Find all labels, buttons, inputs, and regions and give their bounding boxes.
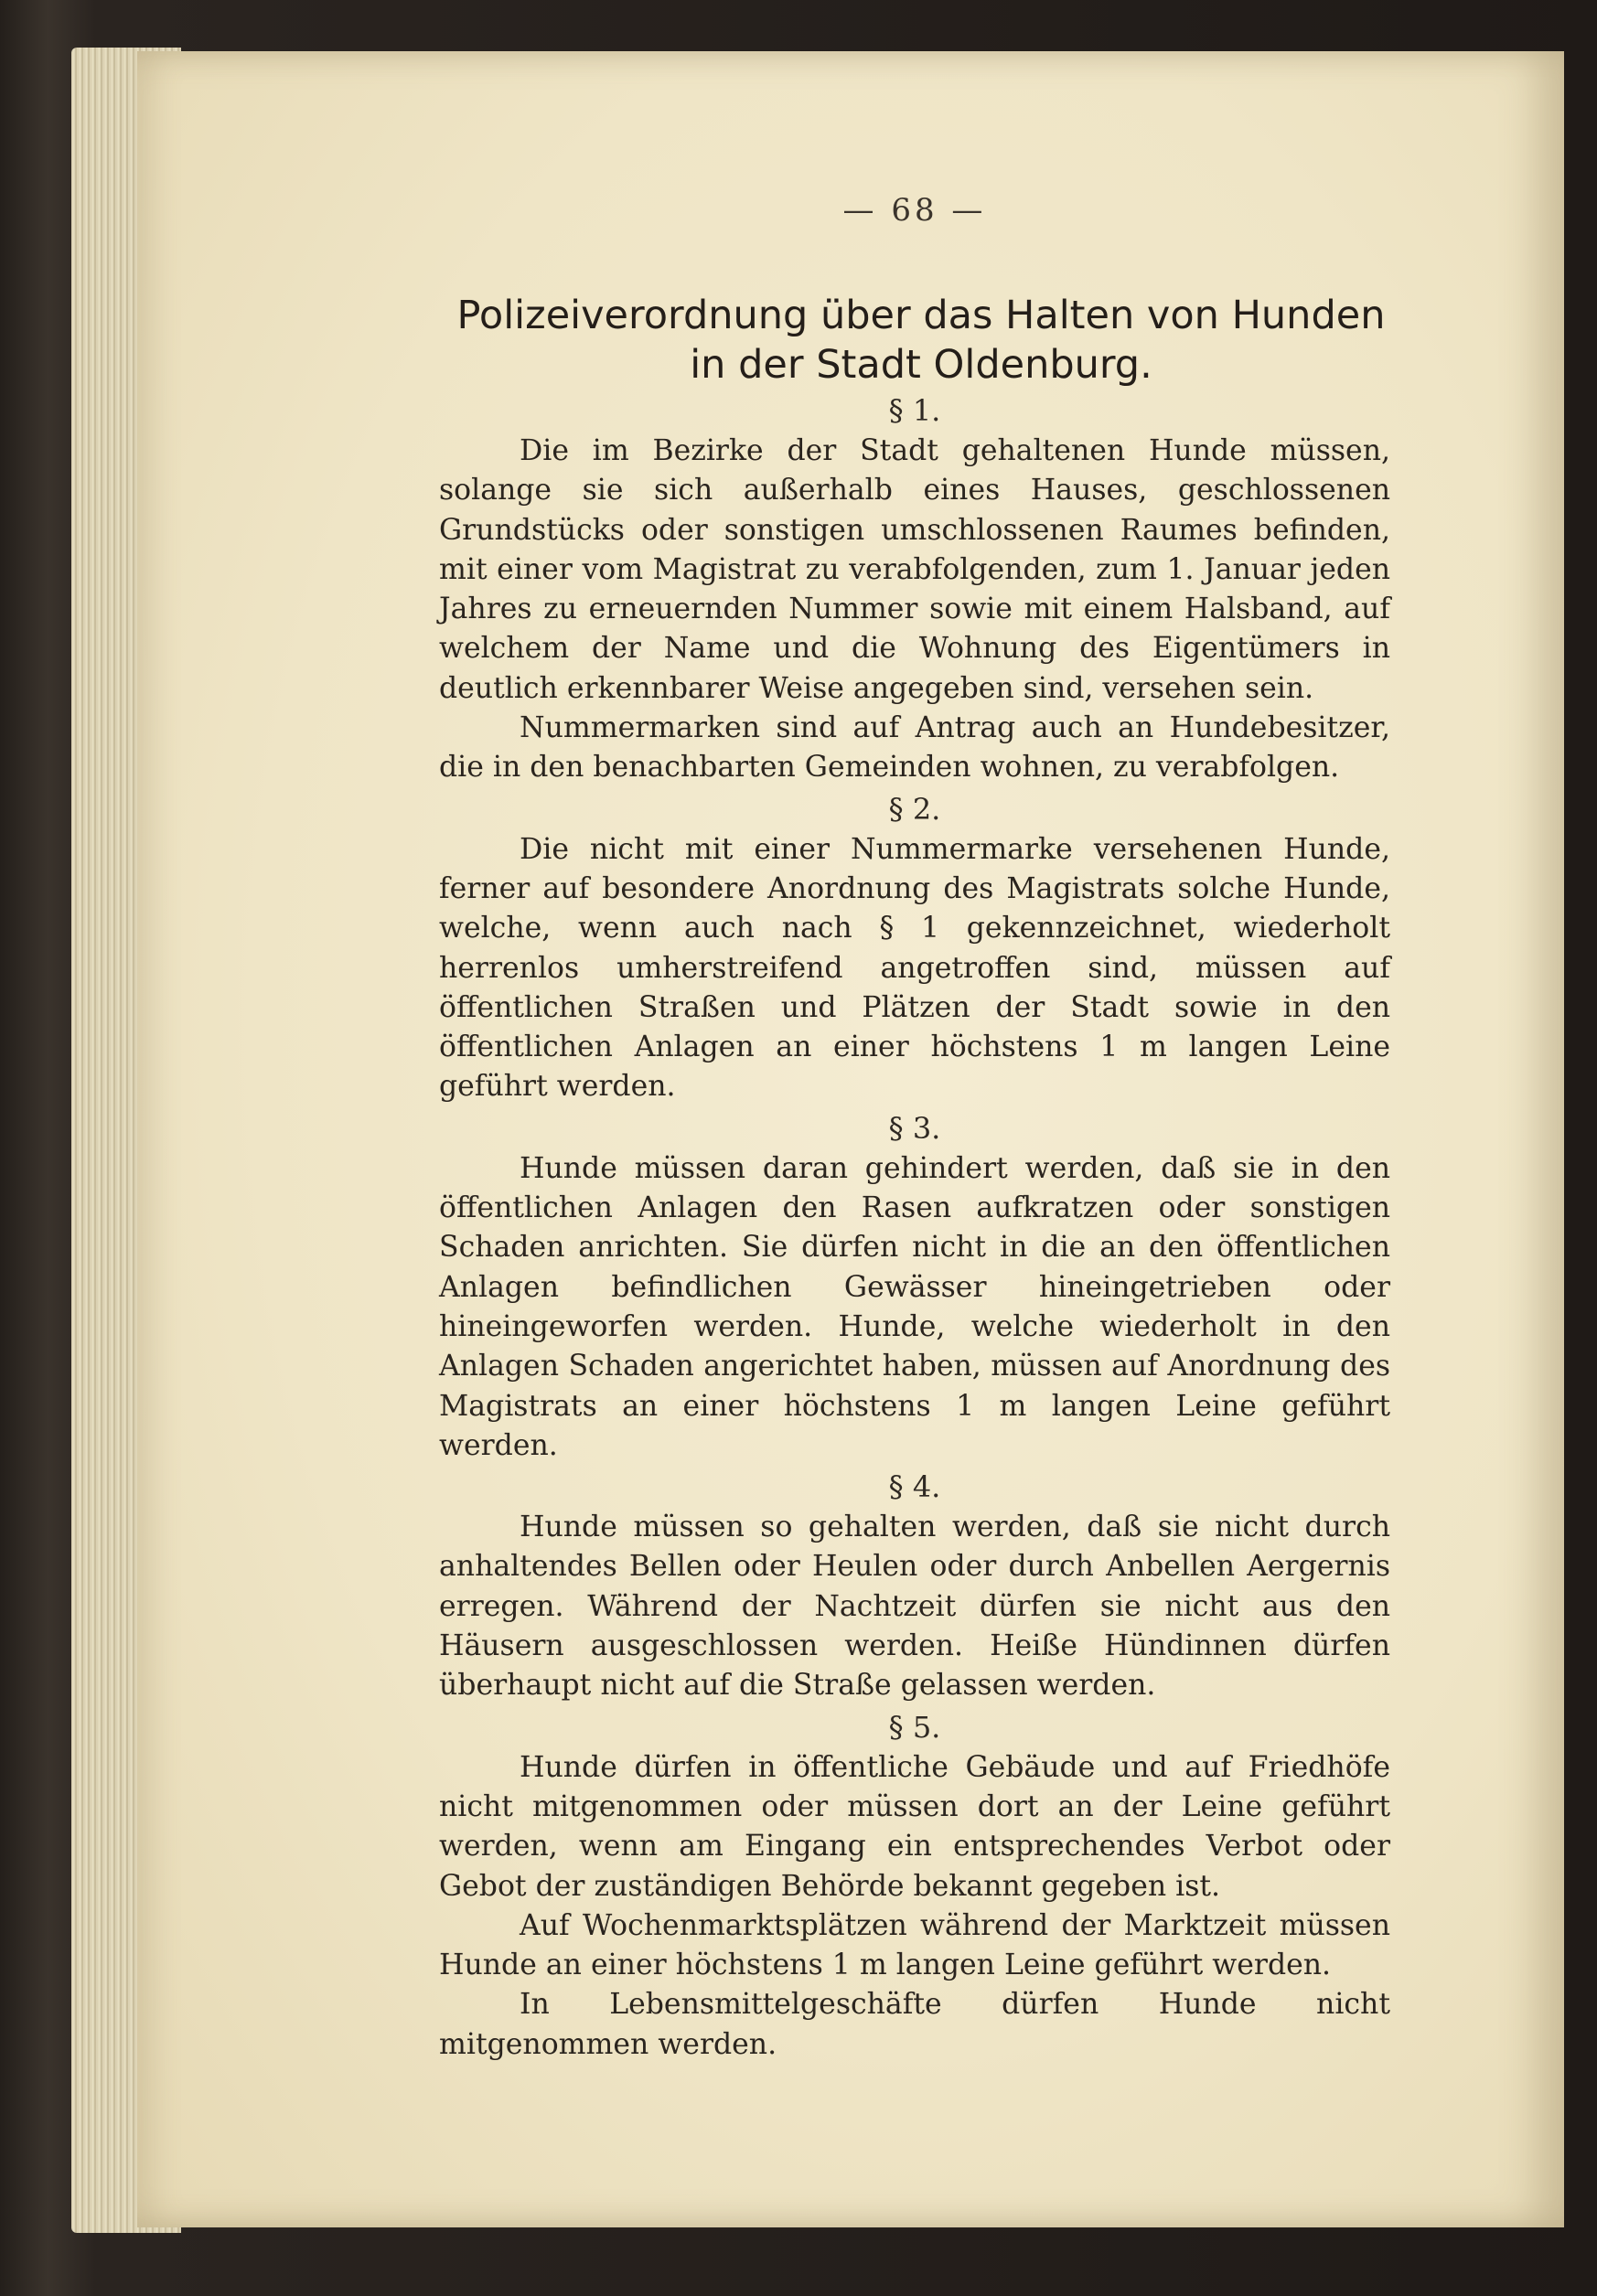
paragraph: Die nicht mit einer Nummermarke versehenen Hunde, ferner auf besondere Anordnung des Magistrats solche Hunde, welche, wenn auch nach § 1 gekennzeichnet, wiederholt herrenlos umherstreifend angetroffen sind, müssen auf öffentlichen Straßen und Plätzen der Stadt sowie in den öffentlichen Anlagen an einer höchstens 1 m langen Leine geführt werden. bbox=[439, 832, 1390, 1104]
paragraph: In Lebensmittelgeschäfte dürfen Hunde nicht mitgenommen werden. bbox=[439, 1988, 1390, 2061]
page-number: — 68 — bbox=[842, 192, 987, 229]
title-line: in der Stadt Oldenburg. bbox=[690, 342, 1152, 388]
title-line: Polizeiverordnung über das Halten von Hunden bbox=[456, 293, 1386, 338]
section-2 bbox=[439, 788, 1390, 1107]
ordinance-title bbox=[452, 291, 1390, 390]
section-heading: § 4. bbox=[888, 1469, 941, 1505]
section-1 bbox=[439, 390, 1390, 788]
paragraph: Hunde dürfen in öffentliche Gebäude und auf Friedhöfe nicht mitgenommen oder müssen dort an der Leine geführt werden, wenn am Eingang ein entsprechendes Verbot oder Gebot der zuständigen Behörde bekannt gegeben ist. bbox=[439, 1750, 1390, 1903]
section-heading: § 2. bbox=[888, 791, 941, 827]
paragraph: Nummermarken sind auf Antrag auch an Hundebesitzer, die in den benachbarten Gemeinden wohnen, zu verabfolgen. bbox=[439, 711, 1390, 785]
section-heading: § 1. bbox=[888, 393, 941, 428]
paragraph: Auf Wochenmarktsplätzen während der Marktzeit müssen Hunde an einer höchstens 1 m langen Leine geführt werden. bbox=[439, 1908, 1390, 1982]
section-heading: § 3. bbox=[888, 1110, 941, 1146]
paragraph: Hunde müssen daran gehindert werden, daß sie in den öffentlichen Anlagen den Rasen aufkratzen oder sonstigen Schaden anrichten. Sie dürfen nicht in die an den öffentlichen Anlagen befindlichen Gewässer hineingetrieben oder hineingeworfen werden. Hunde, welche wiederholt in den Anlagen Schaden angerichtet haben, müssen auf Anordnung des Magistrats an einer höchstens 1 m langen Leine geführt werden. bbox=[439, 1151, 1390, 1462]
section-heading: § 5. bbox=[888, 1709, 941, 1745]
section-4 bbox=[439, 1466, 1390, 1705]
section-3 bbox=[439, 1107, 1390, 1466]
paragraph: Die im Bezirke der Stadt gehaltenen Hunde müssen, solange sie sich außerhalb eines Hauses, geschlossenen Grundstücks oder sonstigen umschlossenen Raumes befinden, mit einer vom Magistrat zu verabfolgenden, zum 1. Januar jeden Jahres zu erneuernden Nummer sowie mit einem Halsband, auf welchem der Name und die Wohnung des Eigentümers in deutlich erkennbarer Weise angegeben sind, versehen sein. bbox=[439, 434, 1390, 705]
page-content bbox=[439, 192, 1390, 2065]
paragraph: Hunde müssen so gehalten werden, daß sie nicht durch anhaltendes Bellen oder Heulen oder durch Anbellen Aergernis erregen. Während der Nachtzeit dürfen sie nicht aus den Häusern ausgeschlossen werden. Heiße Hündinnen dürfen überhaupt nicht auf die Straße gelassen werden. bbox=[439, 1511, 1390, 1703]
section-5 bbox=[439, 1706, 1390, 2065]
